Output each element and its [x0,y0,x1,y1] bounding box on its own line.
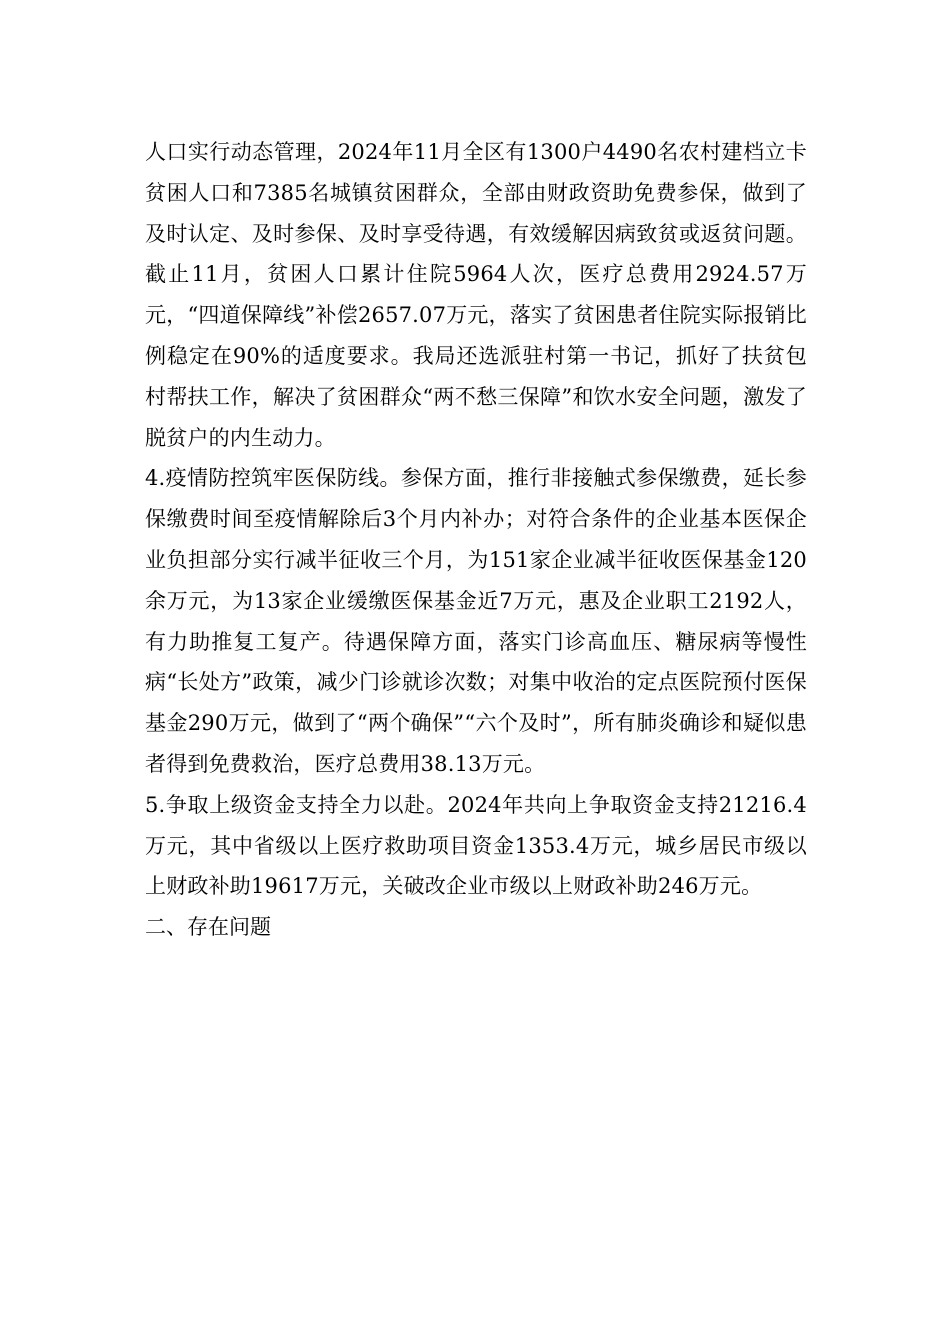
paragraph-epidemic-prevention: 4.疫情防控筑牢医保防线。参保方面，推行非接触式参保缴费，延长参保缴费时间至疫情解除后3个月内补办；对符合条件的企业基本医保企业负担部分实行减半征收三个月，为151家企业减半征收医保基金120余万元，为13家企业缓缴医保基金近7万元，惠及企业职工2192人，有力助推复工复产。待遇保障方面，落实门诊高血压、糖尿病等慢性病“长处方”政策，减少门诊就诊次数；对集中收治的定点医院预付医保基金290万元，做到了“两个确保”“六个及时”，所有肺炎确诊和疑似患者得到免费救治，医疗总费用38.13万元。 [145,466,807,776]
paragraph-poverty-insurance: 人口实行动态管理，2024年11月全区有1300户4490名农村建档立卡贫困人口和7385名城镇贫困群众，全部由财政资助免费参保，做到了及时认定、及时参保、及时享受待遇，有效缓解因病致贫或返贫问题。截止11月，贫困人口累计住院5964人次，医疗总费用2924.57万元，“四道保障线”补偿2657.07万元，落实了贫困患者住院实际报销比例稳定在90%的适度要求。我局还选派驻村第一书记，抓好了扶贫包村帮扶工作，解决了贫困群众“两不愁三保障”和饮水安全问题，激发了脱贫户的内生动力。 [145,140,807,450]
paragraph-funding-support: 5.争取上级资金支持全力以赴。2024年共向上争取资金支持21216.4万元，其中省级以上医疗救助项目资金1353.4万元，城乡居民市级以上财政补助19617万元，关破改企业市级以上财政补助246万元。 [145,792,807,899]
document-body [145,132,807,948]
section-heading-problems: 二、存在问题 [145,915,271,940]
